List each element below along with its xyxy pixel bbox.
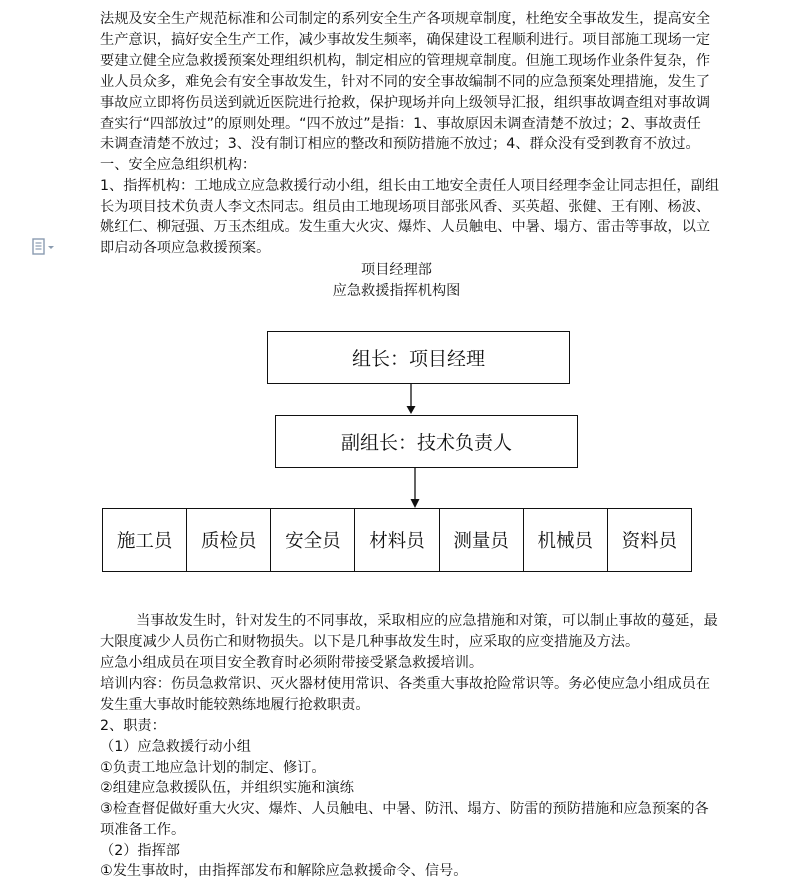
staff-cell: 施工员	[103, 509, 187, 571]
list-item: ①负责工地应急计划的制定、修订。	[100, 760, 326, 776]
staff-cell: 安全员	[271, 509, 355, 571]
staff-cell: 机械员	[524, 509, 608, 571]
intro-line: 法规及安全生产规范标准和公司制定的系列安全生产各项规章制度，杜绝安全事故发生，提高安全	[100, 11, 711, 27]
chart-caption-title: 应急救援指挥机构图	[332, 283, 461, 299]
subsection-heading: （2）指挥部	[100, 843, 180, 859]
staff-cell: 质检员	[187, 509, 271, 571]
intro-line: 业人员众多，难免会有安全事故发生，针对不同的安全事故编制不同的应急预案处理措施，发生了	[100, 74, 711, 90]
leader-box: 组长：项目经理	[267, 331, 570, 384]
document-note-icon[interactable]	[31, 238, 57, 256]
intro-line: 事故应立即将伤员送到就近医院进行抢救，保护现场并向上级领导汇报，组织事故调查组对事故调	[100, 95, 711, 111]
list-item: ①发生事故时，由指挥部发布和解除应急救援命令、信号。	[100, 863, 468, 879]
staff-row	[102, 508, 692, 572]
section-heading: 2、职责：	[100, 718, 166, 734]
intro-line: 要建立健全应急救援预案处理组织机构，制定相应的管理规章制度。但施工现场作业条件复杂，作	[100, 53, 711, 69]
intro-line: 未调查清楚不放过；3、没有制订相应的整改和预防措施不放过；4、群众没有受到教育不放过。	[100, 136, 700, 152]
list-item: ③检查督促做好重大火灾、爆炸、人员触电、中暑、防汛、塌方、防雷的预防措施和应急预案的各	[100, 801, 709, 817]
chart-caption-department: 项目经理部	[361, 262, 432, 278]
body-line: 姚红仁、柳冠强、万玉杰组成。发生重大火灾、爆炸、人员触电、中暑、塌方、雷击等事故，以立	[100, 219, 711, 235]
body-line: 即启动各项应急救援预案。	[100, 240, 271, 256]
list-item: ②组建应急救援队伍，并组织实施和演练	[100, 780, 354, 796]
intro-line: 生产意识，搞好安全生产工作，减少事故发生频率，确保建设工程顺利进行。项目部施工现场一定	[100, 32, 711, 48]
deputy-leader-box: 副组长：技术负责人	[275, 415, 578, 468]
staff-cell: 测量员	[440, 509, 524, 571]
list-item: 项准备工作。	[100, 822, 186, 838]
subsection-heading: （1）应急救援行动小组	[100, 739, 251, 755]
body-line: 当事故发生时，针对发生的不同事故，采取相应的应急措施和对策，可以制止事故的蔓延，最	[100, 613, 718, 629]
body-line: 大限度减少人员伤亡和财物损失。以下是几种事故发生时，应采取的应变措施及方法。	[100, 634, 640, 650]
section-heading: 一、安全应急组织机构：	[100, 157, 257, 173]
body-line: 应急小组成员在项目安全教育时必须附带接受紧急救援培训。	[100, 655, 484, 671]
arrow-down-icon	[408, 467, 422, 509]
body-line: 1、指挥机构：工地成立应急救援行动小组，组长由工地安全责任人项目经理李金让同志担任，副组	[100, 178, 720, 194]
staff-cell: 资料员	[621, 531, 678, 552]
staff-cell: 材料员	[355, 509, 439, 571]
body-line: 培训内容：伤员急救常识、灭火器材使用常识、各类重大事故抢险常识等。务必使应急小组成员在	[100, 676, 711, 692]
body-line: 长为项目技术负责人李文杰同志。组员由工地现场项目部张风香、买英超、张健、王有刚、杨波、	[100, 199, 711, 215]
intro-line: 查实行“四部放过”的原则处理。“四不放过”是指：1、事故原因未调查清楚不放过；2、事故责任	[100, 116, 701, 132]
body-line: 发生重大事故时能较熟练地履行抢救职责。	[100, 697, 370, 713]
arrow-down-icon	[404, 383, 418, 415]
